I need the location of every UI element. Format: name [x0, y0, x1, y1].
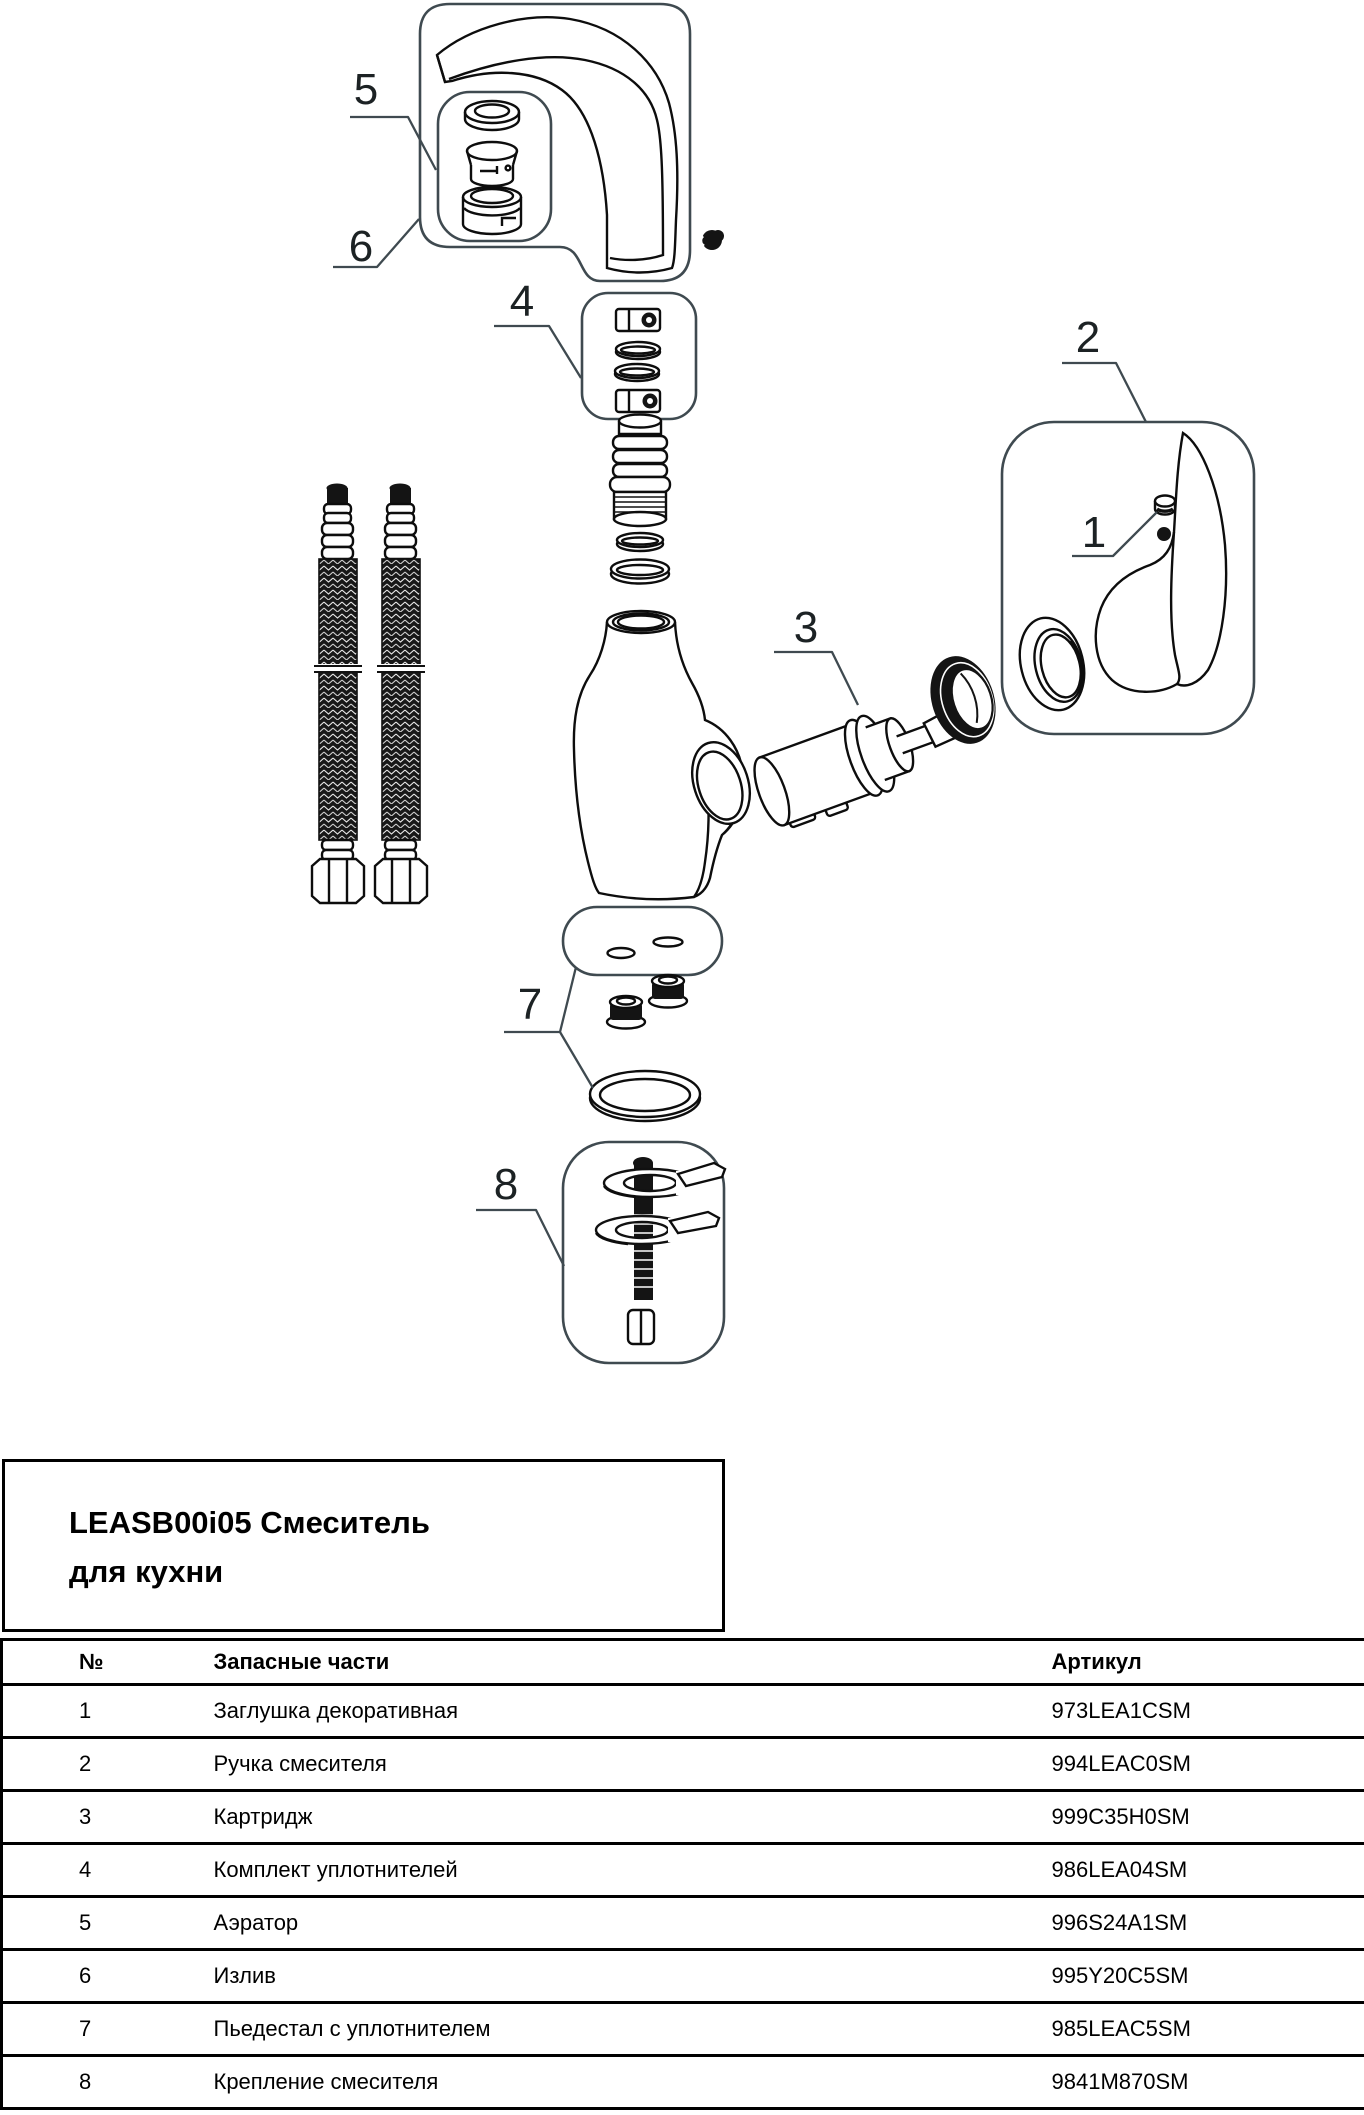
- callout-2-label: 2: [1075, 313, 1101, 362]
- aerator-parts: [463, 101, 521, 234]
- spout-set-screw: [701, 230, 724, 250]
- decorative-plug: [1155, 496, 1175, 542]
- table-row: [2, 1791, 1364, 1844]
- callout-1-label: 1: [1081, 508, 1107, 557]
- row-sku: 994LEAC0SM: [1052, 1738, 1364, 1791]
- row-part: Аэратор: [214, 1897, 1052, 1950]
- table-row: [2, 1844, 1364, 1897]
- table-header-row: [2, 1640, 1364, 1685]
- spout-connector: [610, 415, 670, 527]
- row-sku: 995Y20C5SM: [1052, 1950, 1364, 2003]
- leader-3: [774, 652, 858, 705]
- leader-8: [476, 1210, 564, 1266]
- callout-7-label: 7: [517, 980, 543, 1029]
- leader-6: [333, 219, 419, 267]
- row-num: 4: [2, 1844, 214, 1897]
- row-sku: 999C35H0SM: [1052, 1791, 1364, 1844]
- row-sku: 973LEA1CSM: [1052, 1685, 1364, 1738]
- hose-right: [375, 484, 427, 904]
- row-num: 6: [2, 1950, 214, 2003]
- pedestal-o-ring: [590, 1071, 700, 1121]
- handle-trim-ring: [1011, 611, 1094, 717]
- seal-kit-parts: [615, 309, 660, 412]
- row-sku: 986LEA04SM: [1052, 1844, 1364, 1897]
- table-row: [2, 1897, 1364, 1950]
- supply-hoses: [312, 484, 427, 904]
- leader-4: [494, 326, 581, 378]
- col-header-sku: Артикул: [1052, 1640, 1364, 1685]
- row-sku: 996S24A1SM: [1052, 1897, 1364, 1950]
- row-part: Пьедестал с уплотнителем: [214, 2003, 1052, 2056]
- mixer-handle: [1096, 433, 1226, 692]
- hose-left: [312, 484, 364, 904]
- row-part: Ручка смесителя: [214, 1738, 1052, 1791]
- title-block: [2, 1459, 725, 1632]
- callout-3-label: 3: [793, 603, 819, 652]
- table-row: [2, 1950, 1364, 2003]
- row-num: 1: [2, 1685, 214, 1738]
- row-num: 5: [2, 1897, 214, 1950]
- row-sku: 9841M870SM: [1052, 2056, 1364, 2109]
- leader-5: [350, 117, 436, 170]
- spare-parts-table: [0, 1638, 1364, 2110]
- leader-2: [1062, 363, 1146, 422]
- row-part: Крепление смесителя: [214, 2056, 1052, 2109]
- callout-6-label: 6: [348, 222, 374, 271]
- table-row: [2, 1738, 1364, 1791]
- row-part: Комплект уплотнителей: [214, 1844, 1052, 1897]
- row-part: Заглушка декоративная: [214, 1685, 1052, 1738]
- product-code-title: LEASB00i05 Смеситель: [69, 1505, 430, 1540]
- col-header-num: №: [2, 1640, 214, 1685]
- callout-8-label: 8: [493, 1160, 519, 1209]
- row-part: Картридж: [214, 1791, 1052, 1844]
- table-row: [2, 2056, 1364, 2109]
- product-title-line2: для кухни: [69, 1554, 224, 1589]
- pedestal: [563, 907, 722, 975]
- row-part: Излив: [214, 1950, 1052, 2003]
- table-row: [2, 2003, 1364, 2056]
- row-num: 8: [2, 2056, 214, 2109]
- stem-o-rings: [611, 533, 669, 584]
- row-num: 3: [2, 1791, 214, 1844]
- pedestal-seals: [607, 975, 687, 1029]
- row-num: 2: [2, 1738, 214, 1791]
- mounting-kit: [596, 1157, 725, 1344]
- col-header-part: Запасные части: [214, 1640, 1052, 1685]
- callout-5-label: 5: [353, 65, 379, 114]
- faucet-body: [574, 611, 760, 899]
- callout-4-label: 4: [509, 277, 535, 326]
- row-sku: 985LEAC5SM: [1052, 2003, 1364, 2056]
- table-row: [2, 1685, 1364, 1738]
- row-num: 7: [2, 2003, 214, 2056]
